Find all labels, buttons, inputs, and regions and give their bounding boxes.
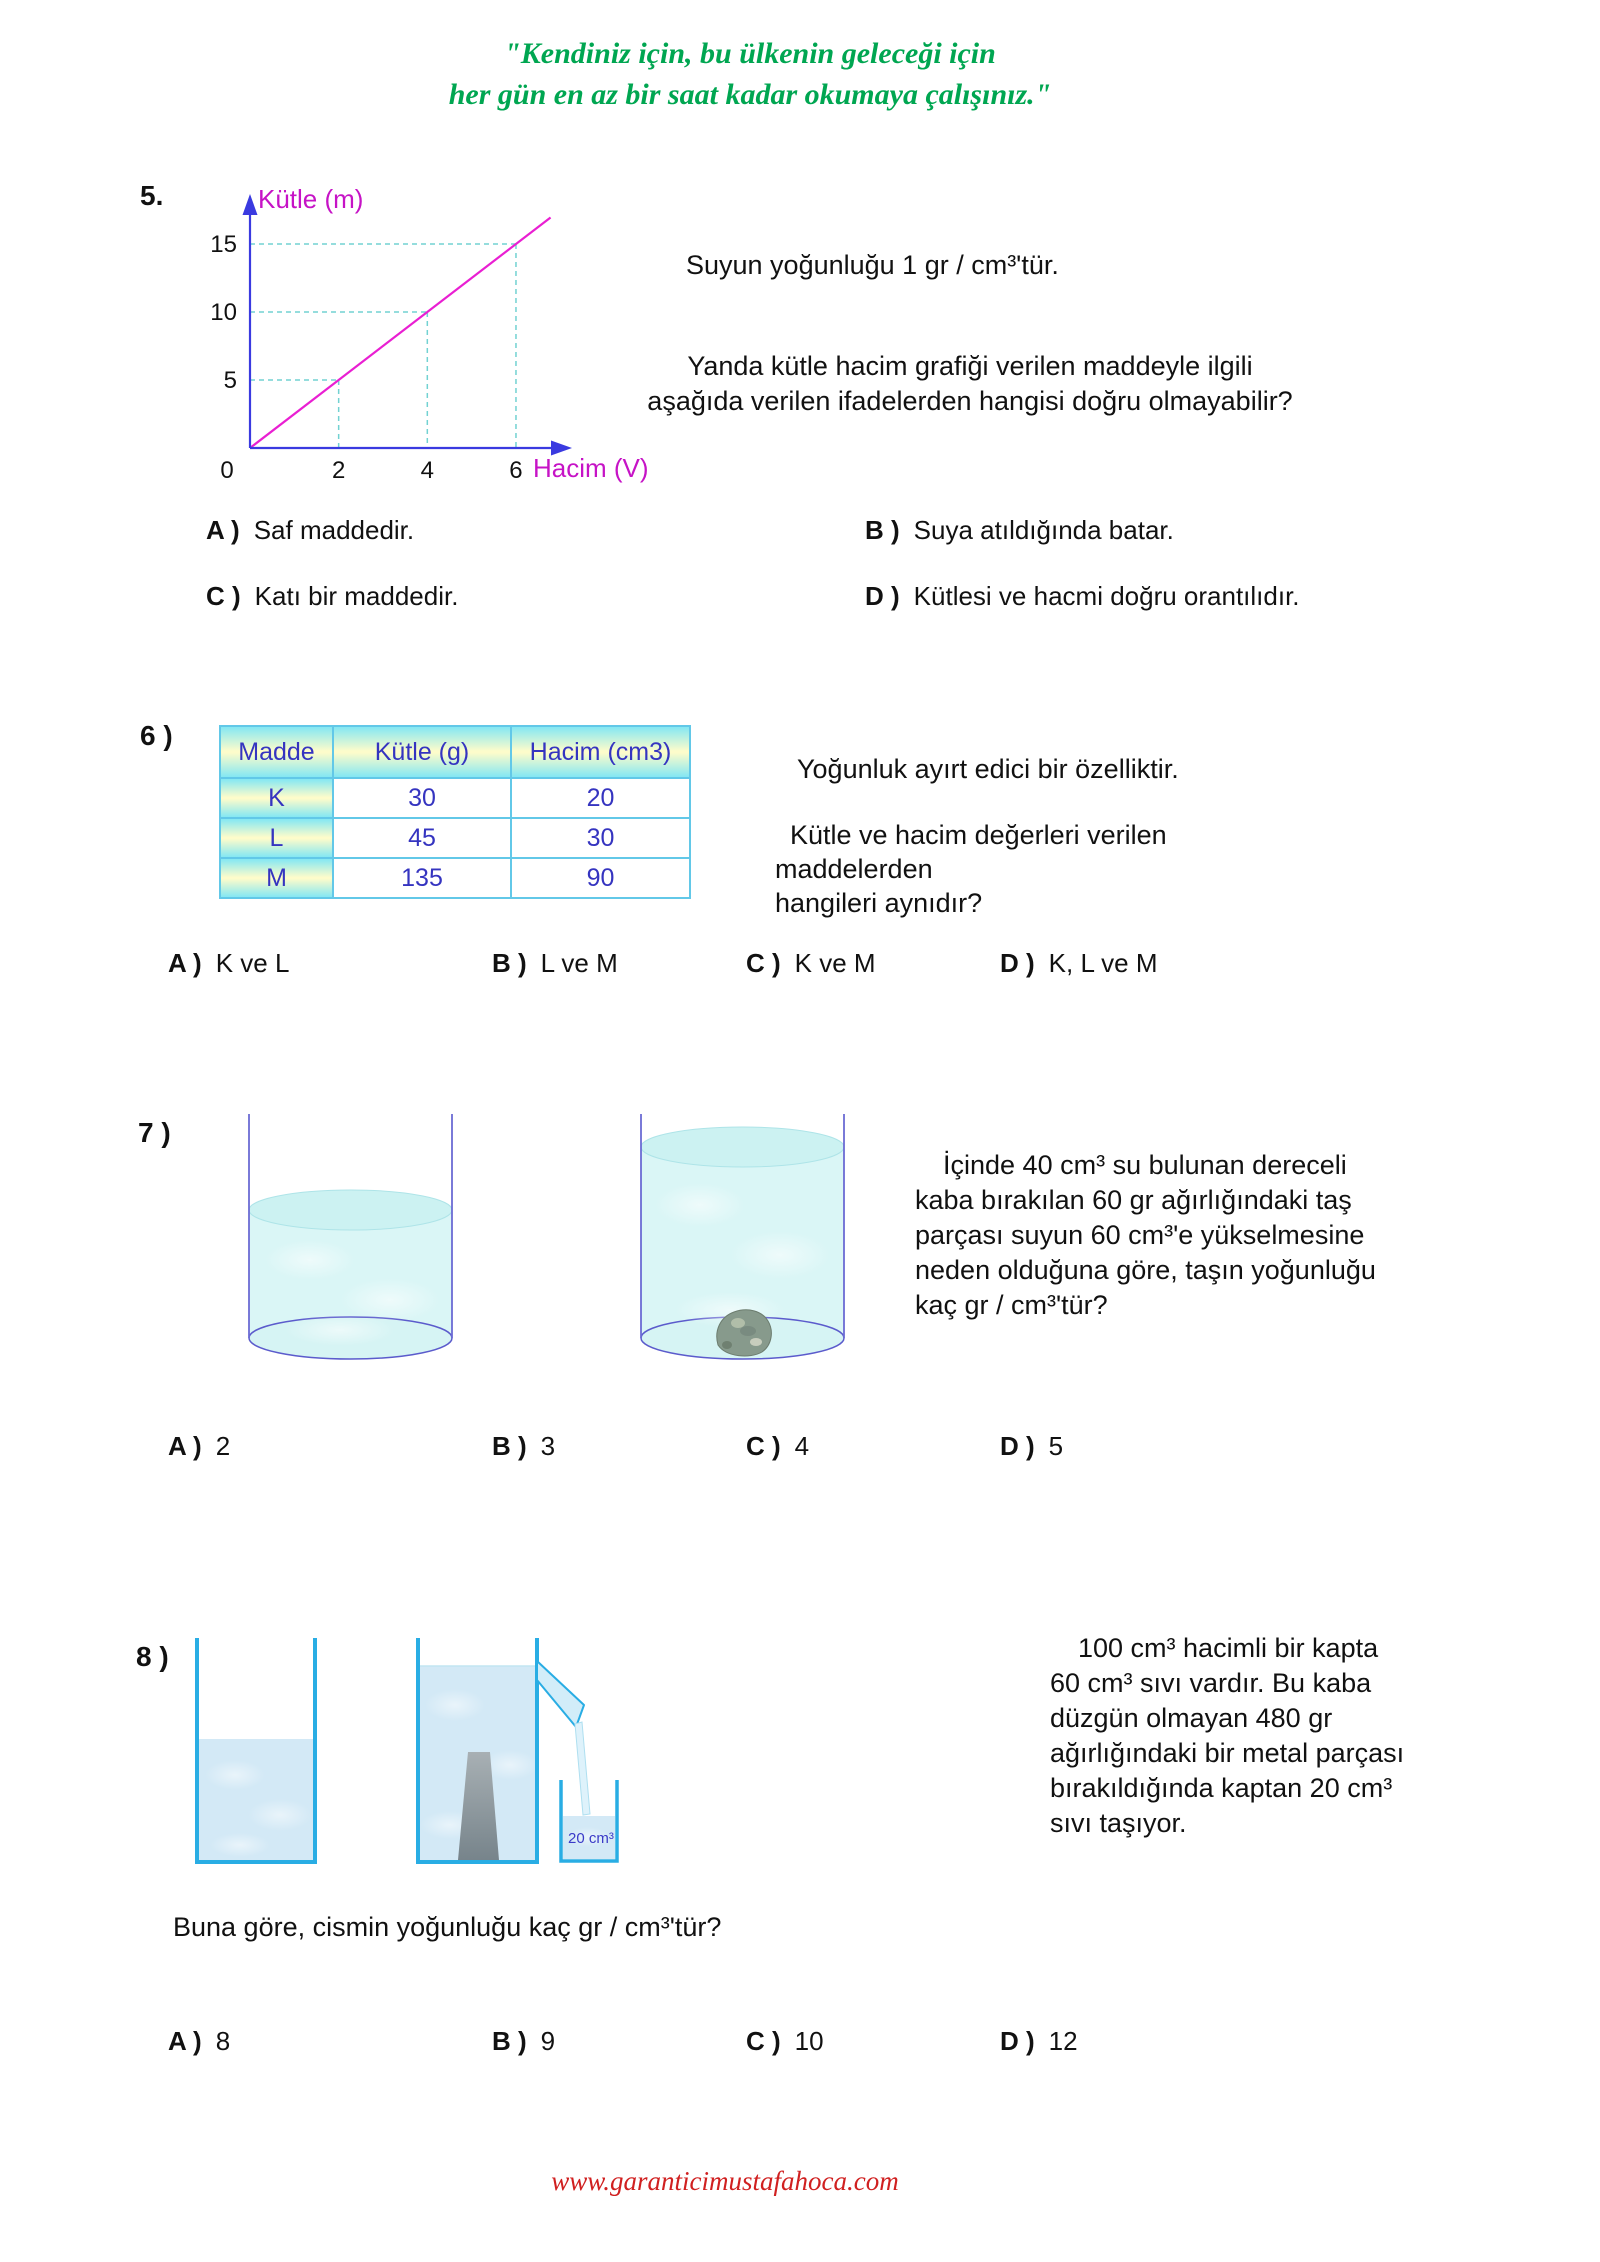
svg-text:0: 0 [220, 457, 234, 484]
table-header-kutle: Kütle (g) [333, 726, 511, 778]
q5-option-c [206, 581, 458, 612]
question-7-number: 7 ) [138, 1117, 171, 1148]
container-before [197, 1638, 315, 1862]
water-cylinder-before [249, 1114, 452, 1359]
q8-option-b [492, 2026, 555, 2057]
option-letter: B ) [492, 948, 527, 978]
option-letter: A ) [168, 948, 202, 978]
option-letter: D ) [1000, 1431, 1035, 1461]
table-header-hacim: Hacim (cm3) [511, 726, 690, 778]
svg-text:6: 6 [509, 457, 523, 484]
q7-question: İçinde 40 cm³ su bulunan dereceli kaba bırakılan 60 gr ağırlığındaki taş parçası suyun 60 cm³'e yükselmesine neden olduğuna göre, taşın yoğunluğu kaç gr / cm³'tür? [915, 1150, 1376, 1320]
option-text: 3 [540, 1431, 556, 1461]
q7-option-a [168, 1431, 230, 1462]
question-8-number: 8 ) [136, 1641, 169, 1672]
option-text: K ve L [215, 948, 290, 978]
option-text: K ve M [794, 948, 876, 978]
option-letter: C ) [746, 1431, 781, 1461]
q5-question: Yanda kütle hacim grafiği verilen maddeyle ilgili aşağıda verilen ifadelerden hangisi doğru olmayabilir? [647, 351, 1293, 416]
q7-option-d [1000, 1431, 1063, 1462]
q5-option-b [865, 515, 1174, 546]
q8-option-c [746, 2026, 824, 2057]
question-5-number: 5. [140, 180, 164, 211]
svg-text:Kütle (m): Kütle (m) [258, 184, 364, 214]
cell-madde: K [220, 778, 333, 818]
water-stream [575, 1722, 590, 1815]
q6-option-d [1000, 948, 1158, 979]
option-letter: D ) [865, 581, 900, 611]
question-6-number: 6 ) [140, 720, 173, 751]
option-letter: A ) [168, 2026, 202, 2056]
footer-url: www.garanticimustafahoca.com [551, 2166, 899, 2196]
q5-statement: Suyun yoğunluğu 1 gr / cm³'tür. [686, 250, 1059, 280]
option-letter: B ) [492, 2026, 527, 2056]
overflow-volume-label: 20 cm³ [568, 1830, 614, 1847]
option-text: Katı bir maddedir. [254, 581, 459, 611]
mass-volume-graph [180, 168, 660, 488]
option-text: 2 [215, 1431, 231, 1461]
overflow-beaker [561, 1780, 617, 1861]
svg-text:15: 15 [210, 231, 237, 258]
header-quote-line-2: her gün en az bir saat kadar okumaya çalışınız." [448, 78, 1052, 111]
option-letter: C ) [206, 581, 241, 611]
header-quote [250, 33, 1250, 115]
cell-kutle: 135 [333, 858, 511, 898]
table-header-madde: Madde [220, 726, 333, 778]
q6-question: Kütle ve hacim değerleri verilen maddelerden hangileri aynıdır? [775, 820, 1167, 918]
q6-statement: Yoğunluk ayırt edici bir özelliktir. [797, 754, 1179, 784]
q6-option-c [746, 948, 876, 979]
q7-option-c [746, 1431, 809, 1462]
table-row [220, 858, 690, 898]
svg-text:10: 10 [210, 299, 237, 326]
option-text: 9 [540, 2026, 556, 2056]
option-text: Suya atıldığında batar. [913, 515, 1174, 545]
cell-madde: L [220, 818, 333, 858]
cell-kutle: 45 [333, 818, 511, 858]
water-cylinder-with-stone [641, 1114, 844, 1359]
density-table [219, 725, 691, 899]
spout [537, 1661, 584, 1727]
option-text: Saf maddedir. [253, 515, 415, 545]
option-text: K, L ve M [1048, 948, 1158, 978]
cylinders-graphic [190, 1095, 890, 1380]
q8-option-d [1000, 2026, 1078, 2057]
cell-madde: M [220, 858, 333, 898]
option-letter: C ) [746, 2026, 781, 2056]
table-header-row [220, 726, 690, 778]
header-quote-line-1: "Kendiniz için, bu ülkenin geleceği için [504, 37, 996, 70]
cell-hacim: 30 [511, 818, 690, 858]
q6-option-a [168, 948, 289, 979]
q8-question: Buna göre, cismin yoğunluğu kaç gr / cm³'tür? [173, 1912, 722, 1942]
stone-graphic [717, 1310, 772, 1356]
q8-option-a [168, 2026, 230, 2057]
containers-graphic [180, 1615, 650, 1875]
option-letter: D ) [1000, 2026, 1035, 2056]
svg-text:2: 2 [331, 457, 346, 484]
option-text: 12 [1048, 2026, 1078, 2056]
option-text: Kütlesi ve hacmi doğru orantılıdır. [913, 581, 1300, 611]
option-text: 8 [215, 2026, 231, 2056]
option-letter: A ) [168, 1431, 202, 1461]
option-letter: B ) [492, 1431, 527, 1461]
q5-option-a [206, 515, 414, 546]
svg-text:Hacim (V): Hacim (V) [533, 453, 649, 483]
option-letter: D ) [1000, 948, 1035, 978]
cell-hacim: 20 [511, 778, 690, 818]
option-text: 10 [794, 2026, 824, 2056]
cell-hacim: 90 [511, 858, 690, 898]
svg-text:4: 4 [420, 457, 434, 484]
cell-kutle: 30 [333, 778, 511, 818]
q6-option-b [492, 948, 618, 979]
q5-option-d [865, 581, 1300, 612]
option-letter: A ) [206, 515, 240, 545]
svg-text:5: 5 [223, 367, 237, 394]
option-text: 4 [794, 1431, 810, 1461]
option-text: L ve M [540, 948, 618, 978]
q7-option-b [492, 1431, 555, 1462]
option-text: 5 [1048, 1431, 1064, 1461]
q8-statement: 100 cm³ hacimli bir kapta 60 cm³ sıvı vardır. Bu kaba düzgün olmayan 480 gr ağırlığındaki bir metal parçası bırakıldığında kaptan 20 cm³ sıvı taşıyor. [1050, 1633, 1405, 1838]
option-letter: B ) [865, 515, 900, 545]
table-row [220, 778, 690, 818]
table-row [220, 818, 690, 858]
option-letter: C ) [746, 948, 781, 978]
